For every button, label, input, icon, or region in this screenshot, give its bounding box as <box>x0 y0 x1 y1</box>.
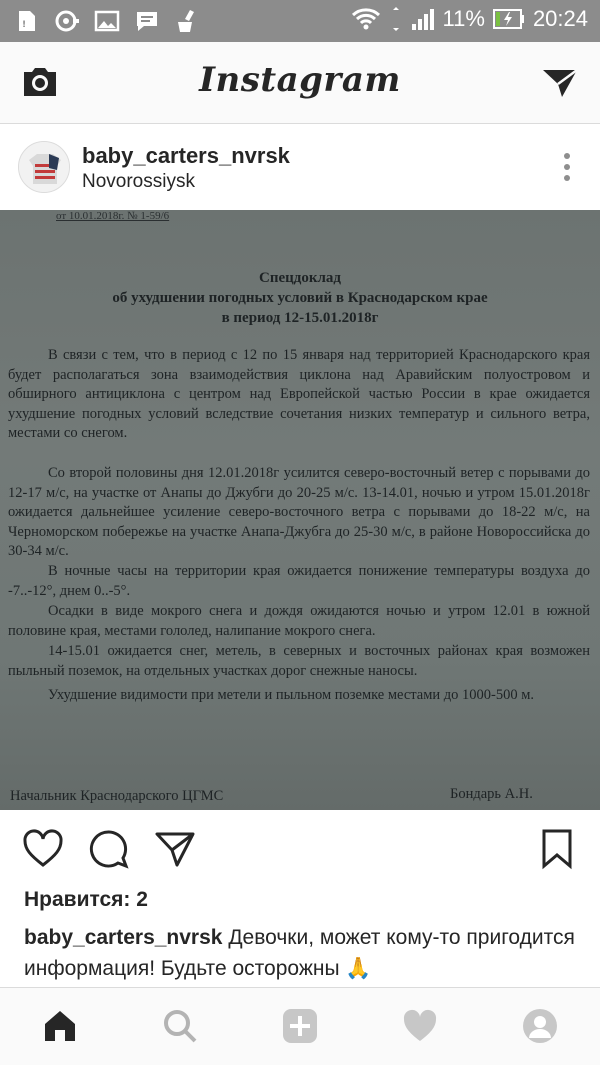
avatar-image <box>19 142 70 193</box>
document-photo <box>0 210 600 810</box>
doc-paragraph: Со второй половины дня 12.01.2018г усилится северо-восточный ветер с порывами до 12-17 м/с, на участке от Анапы до Джубги до 20-25 м/с. 13-14.01, ночью и утром 15.01.2018г ожидается дальнейшее усиление северо-восточного ветра с порывами до 18-22 м/с, на Черноморском побережье на участке Анапа-Джубга до 25-30 м/с, в районе Новороссийска до 30-34 м/с. <box>8 465 590 560</box>
comment-icon[interactable] <box>88 828 130 870</box>
doc-subtitle: об ухудшении погодных условий в Краснодарском крае <box>112 290 488 306</box>
more-options-icon[interactable] <box>562 151 572 183</box>
doc-paragraph: В связи с тем, что в период с 12 по 15 января над территорией Краснодарского края будет располагаться зона взаимодействия циклона над Аравийским полуостровом и обширного антициклона с центром над Европейской частью России в крае ожидается ухудшение погодных условий вследствие сочетания низких температур и сильного ветра, местами со снегом. <box>8 347 590 442</box>
likes-count[interactable]: Нравится: 2 <box>24 888 148 911</box>
wifi-icon <box>351 6 381 32</box>
home-icon[interactable] <box>42 1008 78 1044</box>
post-location[interactable]: Novorossiysk <box>82 171 195 192</box>
cleaner-icon <box>174 8 200 34</box>
profile-icon[interactable] <box>522 1008 558 1044</box>
avatar[interactable] <box>18 141 70 193</box>
status-time: 20:24 <box>532 6 588 31</box>
doc-period: в период 12-15.01.2018г <box>221 310 379 326</box>
vpn-icon <box>54 8 80 34</box>
bookmark-icon[interactable] <box>536 828 578 870</box>
post-username[interactable]: baby_carters_nvrsk <box>82 143 290 168</box>
battery-charging-icon <box>493 6 525 32</box>
battery-percent: 11% <box>442 6 485 31</box>
sim-card-icon <box>14 8 40 34</box>
app-logo: Instagram <box>199 60 401 100</box>
caption-text: Девочки, может кому-то пригодится информация! Будьте осторожны 🙏 <box>24 926 575 980</box>
svg-text:!: ! <box>22 20 27 30</box>
new-post-icon[interactable] <box>282 1008 318 1044</box>
doc-signature-name: Бондарь А.Н. <box>450 786 533 802</box>
share-icon[interactable] <box>154 828 196 870</box>
signal-icon <box>411 6 435 32</box>
doc-paragraph: 14-15.01 ожидается снег, метель, в северных и восточных районах края возможен пыльный поземок, на отдельных участках дорог снежные наносы. <box>8 643 590 679</box>
data-arrows-icon <box>389 6 403 32</box>
doc-paragraph: Ухудшение видимости при метели и пыльном поземке местами до 1000-500 м. <box>48 687 535 703</box>
post-caption <box>24 922 584 984</box>
post-actions <box>0 810 600 888</box>
caption-username[interactable]: baby_carters_nvrsk <box>24 926 223 949</box>
doc-paragraph: Осадки в виде мокрого снега и дождя ожидаются ночью и утром 12.01 в южной половине края, местами гололед, налипание мокрого снега. <box>8 603 590 639</box>
activity-icon[interactable] <box>402 1008 438 1044</box>
message-icon <box>134 8 160 34</box>
status-bar <box>0 0 600 42</box>
bottom-nav <box>0 987 600 1065</box>
doc-reference: от 10.01.2018г. № 1-59/6 <box>56 210 170 222</box>
search-icon[interactable] <box>162 1008 198 1044</box>
post-image[interactable] <box>0 210 600 810</box>
gallery-icon <box>94 8 120 34</box>
app-bar <box>0 42 600 124</box>
post-header <box>0 125 600 210</box>
like-heart-icon[interactable] <box>22 828 64 870</box>
doc-title: Спецдоклад <box>258 270 341 286</box>
doc-paragraph: В ночные часы на территории края ожидается понижение температуры воздуха до -7..-12°, днем 0..-5°. <box>8 563 590 599</box>
direct-message-icon[interactable] <box>540 64 580 100</box>
doc-signature-title: Начальник Краснодарского ЦГМС <box>10 788 224 804</box>
